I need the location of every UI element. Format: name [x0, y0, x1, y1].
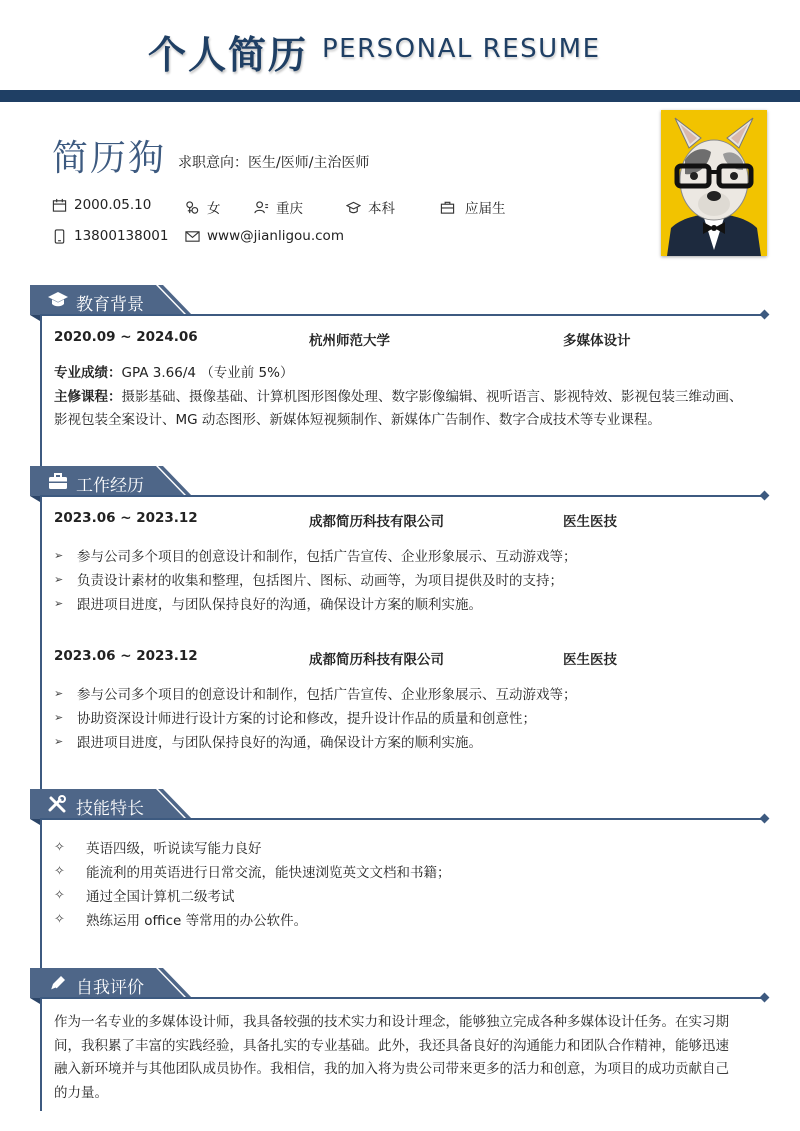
list-item — [54, 909, 307, 929]
job-point: 参与公司多个项目的创意设计和制作，包括广告宣传、企业形象展示、互动游戏等； — [77, 549, 577, 565]
section-title: 技能特长 — [76, 799, 144, 819]
info-degree — [346, 197, 395, 217]
user-location-icon — [254, 200, 269, 215]
list-item — [54, 885, 235, 905]
courses-value: 摄影基础、摄像基础、计算机图形图像处理、数字影像编辑、视听语言、影视特效、影视包装三维动画、影视包装全案设计、MG 动态图形、新媒体短视频制作、新媒体广告制作、数字合成技术等专业课程。 — [54, 388, 743, 428]
section-title: 工作经历 — [76, 476, 144, 496]
gpa-line — [54, 362, 744, 386]
arrow-bullet-icon: ➢ — [54, 572, 64, 586]
info-phone — [52, 228, 168, 244]
self-evaluation-text: 作为一名专业的多媒体设计师，我具备较强的技术实力和设计理念，能够独立完成各种多媒体设计任务。在实习期间，我积累了丰富的实践经验，具备扎实的专业基础。此外，我还具备良好的沟通能力和团队合作精神，能够迅速融入新环境并与其他团队成员协作。我相信，我的加入将为贵公司带来更多的活力和创意，为项目的成功贡献自己的力量。 — [54, 1014, 729, 1101]
section-tab-fold — [30, 315, 40, 321]
phone-icon — [52, 229, 67, 244]
skill-item: 熟练运用 office 等常用的办公软件。 — [86, 913, 308, 929]
job-company: 成都简历科技有限公司 — [309, 652, 444, 668]
list-item — [54, 545, 577, 565]
gpa-value: GPA 3.66/4 （专业前 5%） — [121, 365, 294, 381]
star-bullet-icon: ✧ — [54, 887, 65, 903]
job-point: 跟进项目进度，与团队保持良好的沟通，确保设计方案的顺利实施。 — [77, 597, 482, 613]
section-divider — [40, 314, 765, 316]
job-role: 医生医技 — [563, 514, 617, 530]
skill-item: 能流利的用英语进行日常交流，能快速浏览英文文档和书籍； — [86, 865, 451, 881]
star-bullet-icon: ✧ — [54, 911, 65, 927]
section-header-self — [30, 968, 770, 1004]
skill-item: 英语四级，听说读写能力良好 — [86, 841, 262, 857]
arrow-bullet-icon: ➢ — [54, 710, 64, 724]
section-divider-end — [760, 310, 770, 320]
star-bullet-icon: ✧ — [54, 839, 65, 855]
list-item — [54, 707, 536, 727]
list-item — [54, 837, 262, 857]
gender-icon — [185, 200, 200, 215]
info-status — [440, 197, 506, 217]
education-date: 2020.09 ~ 2024.06 — [54, 329, 198, 345]
arrow-bullet-icon: ➢ — [54, 686, 64, 700]
info-city — [254, 197, 303, 217]
section-tab-fold — [30, 819, 40, 825]
degree: 本科 — [368, 201, 395, 217]
phone: 13800138001 — [74, 228, 169, 244]
section-header-work — [30, 466, 770, 502]
job-date: 2023.06 ~ 2023.12 — [54, 648, 198, 664]
city: 重庆 — [276, 201, 303, 217]
mail-icon — [185, 229, 200, 244]
section-header-education — [30, 285, 770, 321]
gender: 女 — [207, 201, 221, 217]
job-point: 参与公司多个项目的创意设计和制作，包括广告宣传、企业形象展示、互动游戏等； — [77, 687, 577, 703]
tools-icon — [48, 795, 68, 813]
job-intent — [178, 152, 369, 172]
job-point: 负责设计素材的收集和整理，包括图片、图标、动画等，为项目提供及时的支持； — [77, 573, 563, 589]
pen-icon — [48, 974, 68, 992]
list-item — [54, 683, 577, 703]
section-divider — [40, 495, 765, 497]
gpa-label: 专业成绩： — [54, 365, 122, 381]
education-school: 杭州师范大学 — [309, 333, 390, 349]
section-divider-end — [760, 491, 770, 501]
arrow-bullet-icon: ➢ — [54, 596, 64, 610]
section-divider-end — [760, 993, 770, 1003]
section-title: 自我评价 — [76, 978, 144, 998]
calendar-icon — [52, 198, 67, 213]
info-email — [185, 228, 344, 244]
section-divider — [40, 818, 765, 820]
info-birth — [52, 197, 151, 213]
email[interactable]: www@jianligou.com — [207, 228, 344, 244]
page-subtitle: PERSONAL RESUME — [322, 34, 601, 64]
job-date: 2023.06 ~ 2023.12 — [54, 510, 198, 526]
section-divider — [40, 997, 765, 999]
list-item — [54, 731, 482, 751]
job-company: 成都简历科技有限公司 — [309, 514, 444, 530]
dog-avatar-illustration — [661, 110, 767, 256]
job-intent-label: 求职意向： — [178, 155, 248, 171]
page-title: 个人简历 — [148, 33, 309, 77]
graduation-cap-icon — [48, 291, 68, 309]
section-title: 教育背景 — [76, 295, 144, 315]
briefcase-icon — [440, 200, 455, 215]
status: 应届生 — [465, 201, 506, 217]
candidate-name: 简历狗 — [52, 138, 167, 179]
profile-photo — [661, 110, 767, 256]
job-role: 医生医技 — [563, 652, 617, 668]
skill-item: 通过全国计算机二级考试 — [86, 889, 235, 905]
section-header-skills — [30, 789, 770, 825]
list-item — [54, 861, 451, 881]
birth-date: 2000.05.10 — [74, 197, 152, 213]
list-item — [54, 569, 563, 589]
arrow-bullet-icon: ➢ — [54, 734, 64, 748]
courses-line — [54, 386, 744, 433]
education-major: 多媒体设计 — [563, 333, 631, 349]
job-point: 协助资深设计师进行设计方案的讨论和修改，提升设计作品的质量和创意性； — [77, 711, 536, 727]
section-tab-fold — [30, 496, 40, 502]
job-intent-value: 医生/医师/主治医师 — [248, 155, 370, 171]
courses-label: 主修课程： — [54, 388, 122, 405]
header-bar — [0, 90, 800, 102]
briefcase-icon — [48, 472, 68, 490]
star-bullet-icon: ✧ — [54, 863, 65, 879]
section-tab-fold — [30, 998, 40, 1004]
info-gender — [185, 197, 221, 217]
job-point: 跟进项目进度，与团队保持良好的沟通，确保设计方案的顺利实施。 — [77, 735, 482, 751]
education-details — [54, 362, 744, 433]
graduation-cap-icon — [346, 200, 361, 215]
list-item — [54, 593, 482, 613]
section-divider-end — [760, 814, 770, 824]
arrow-bullet-icon: ➢ — [54, 548, 64, 562]
